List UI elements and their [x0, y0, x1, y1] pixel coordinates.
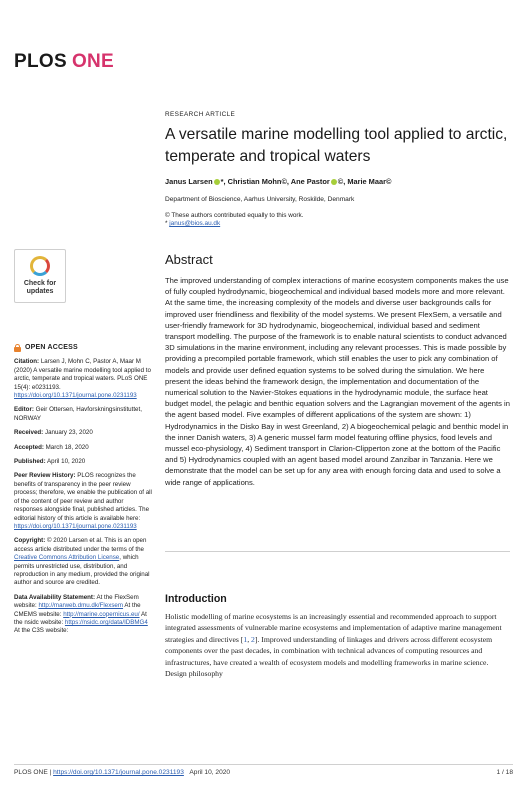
open-access-label [14, 344, 152, 352]
update-ring-icon [30, 256, 50, 276]
abstract-heading: Abstract [165, 252, 213, 267]
published-text: April 10, 2020 [47, 458, 86, 466]
page-footer [14, 769, 230, 776]
footer-date: April 10, 2020 [189, 769, 231, 776]
article-type-label: RESEARCH ARTICLE [165, 111, 236, 118]
logo-plos: PLOS [14, 51, 67, 72]
article-sidebar [14, 344, 152, 642]
accepted-date [14, 444, 152, 452]
footer-divider [14, 764, 513, 765]
citation-link-2[interactable]: 2 [251, 634, 255, 644]
data-text-1: At the FlexSem website: [14, 593, 139, 610]
copyright-text-1: © 2020 Larsen et al. This is an open access article distributed under the terms of the [14, 537, 147, 553]
footer-sep: | [47, 769, 54, 776]
peer-review-history [14, 472, 152, 531]
citation-link-1[interactable]: 1 [243, 634, 248, 644]
intro-text-after: ]. Improved understanding of linkages and drivers across different ecosystem components over the past decades, in combination with technical advances of computing resources and infrastructures, have created a wealth of ecosystem models and modelling frameworks in marine science. Design philosophy [165, 634, 493, 679]
page-number: 1 / 18 [496, 769, 513, 776]
citation-doi-link[interactable]: https://doi.org/10.1371/journal.pone.0231193 [14, 392, 137, 400]
editor-label: Editor: [14, 406, 34, 414]
author-3-marks: © [337, 177, 344, 186]
badge-line2: updates [26, 288, 54, 295]
introduction-text [165, 611, 510, 679]
data-text-4: At the C3S website: [14, 627, 69, 635]
section-divider [165, 551, 510, 552]
cc-license-link[interactable]: Creative Commons Attribution License [14, 554, 120, 562]
open-lock-icon [14, 344, 21, 352]
editor [14, 406, 152, 423]
accepted-text: March 18, 2020 [45, 443, 89, 451]
data-text-3: At the nsidc website: [14, 610, 147, 626]
orcid-icon[interactable] [331, 179, 337, 185]
check-for-updates-badge[interactable] [14, 249, 66, 303]
cmems-link[interactable]: http://marine.copernicus.eu/ [63, 610, 140, 618]
article-title: A versatile marine modelling tool applied to arctic, temperate and tropical waters [165, 126, 508, 165]
badge-line1: Check for [23, 280, 57, 287]
copyright-label: Copyright: [14, 537, 46, 545]
corresponding-email-link[interactable]: janus@bios.au.dk [169, 220, 221, 228]
author-4[interactable]: , Marie Maar [343, 177, 386, 186]
email-prefix: * [165, 220, 170, 228]
orcid-icon[interactable] [214, 179, 220, 185]
data-availability-label: Data Availability Statement: [14, 593, 96, 601]
corresponding-note [165, 220, 510, 228]
logo-one: ONE [71, 51, 115, 72]
citation [14, 358, 152, 400]
badge-text [15, 280, 65, 296]
received-label: Received: [14, 429, 44, 437]
peer-review-label: Peer Review History: [14, 472, 76, 480]
author-1[interactable]: Janus Larsen [165, 177, 213, 186]
author-2-marks: © [281, 177, 287, 186]
citation-label: Citation: [14, 358, 40, 366]
peer-review-link[interactable]: https://doi.org/10.1371/journal.pone.0231193 [14, 522, 137, 530]
journal-logo [14, 51, 114, 73]
copyright [14, 537, 152, 587]
peer-review-text: PLOS recognizes the benefits of transparency in the peer review process; therefore, we enable the publication of all of the content of peer review and author responses alongside final, published articles. The editorial history of this article is available here: [14, 472, 152, 522]
affiliation: Department of Bioscience, Aarhus University, Roskilde, Denmark [165, 196, 355, 203]
author-list [165, 177, 510, 186]
accepted-label: Accepted: [14, 443, 44, 451]
flexsem-link[interactable]: http://marweb.dmu.dk/Flexsem [38, 602, 124, 610]
cite-separator: , [247, 634, 252, 644]
open-access-text: OPEN ACCESS [25, 344, 78, 351]
data-availability [14, 594, 152, 636]
received-text: January 23, 2020 [44, 429, 93, 437]
author-1-marks: * [220, 177, 224, 186]
author-3[interactable]: , Ane Pastor [286, 177, 330, 186]
copyright-text-2: , which permits unrestricted use, distribution, and reproduction in any medium, provided the original author and source are credited. [14, 554, 150, 587]
author-notes [165, 212, 510, 229]
intro-text-before: Holistic modelling of marine ecosystems is an increasingly essential and recommended approach to support integrated assessments of vulnerable marine ecosystems and implementation of adaptive marine management strategies and directives [ [165, 612, 502, 644]
author-2[interactable]: , Christian Mohn [223, 177, 282, 186]
published-label: Published: [14, 458, 46, 466]
published-date [14, 458, 152, 466]
equal-contribution-note: © These authors contributed equally to this work. [165, 212, 304, 219]
author-4-marks: © [385, 177, 392, 186]
nsidc-link[interactable]: https://nsidc.org/data/IDBMG4 [64, 618, 148, 626]
abstract-text: The improved understanding of complex interactions of marine ecosystem components makes the use of fully coupled hydrodynamic, biogeochemical and individual based models more and more relevant. At the same time, the increasing complexity of the models and diverse user backgrounds calls for improved user friendliness and flexibility of the model systems. We present FlexSem, a versatile and user-friendly framework for 3D hydrodynamic, biogeochemical, individual based and sediment transport modelling. The purpose of the framework is to enable natural scientists to conduct advanced 3D simulations in the marine environment, including any relevant processes. This is made possible by providing a precompiled portable framework, which still enables the user to pick any combination of models and provide user defined equation systems to be solved during the simulation. We here present the ideas behind the framework design, the implementation and documentation of the numerical solution to the Navier-Stokes equations in the hydrodynamic module, the surface heat budget model, the pelagic and benthic equation solvers and the Lagrangian movement of the agents in the agent based model. Five examples of different applications of the system are shown: 1) Hydrodynamics in the Disko Bay in west Greenland, 2) A biogeochemical pelagic and benthic model in the inner Danish waters, 3) A generic mussel farm model featuring offline physics, food levels and mussel eco-physiology, 4) Sediment transport in Clarion-Clipperton zone at the bottom of the Pacific and 5) Hydrodynamics coupled with an agent based model around Zanzibar in Tanzania. Here we demonstrate that the model can be set up for any area with enough forcing data and used to solve a wide range of applications. [165, 276, 510, 487]
introduction-heading: Introduction [165, 593, 227, 605]
footer-journal: PLOS ONE [14, 769, 48, 776]
footer-doi-link[interactable]: https://doi.org/10.1371/journal.pone.0231193 [53, 769, 184, 776]
received-date [14, 429, 152, 437]
data-text-2: At the CMEMS website: [14, 602, 141, 618]
citation-text: Larsen J, Mohn C, Pastor A, Maar M (2020) A versatile marine modelling tool applied to arctic, temperate and tropical waters. PLoS ONE 15(4): e0231193. [14, 358, 151, 391]
editor-text: Geir Ottersen, Havforskningsinstituttet, NORWAY [14, 406, 142, 422]
